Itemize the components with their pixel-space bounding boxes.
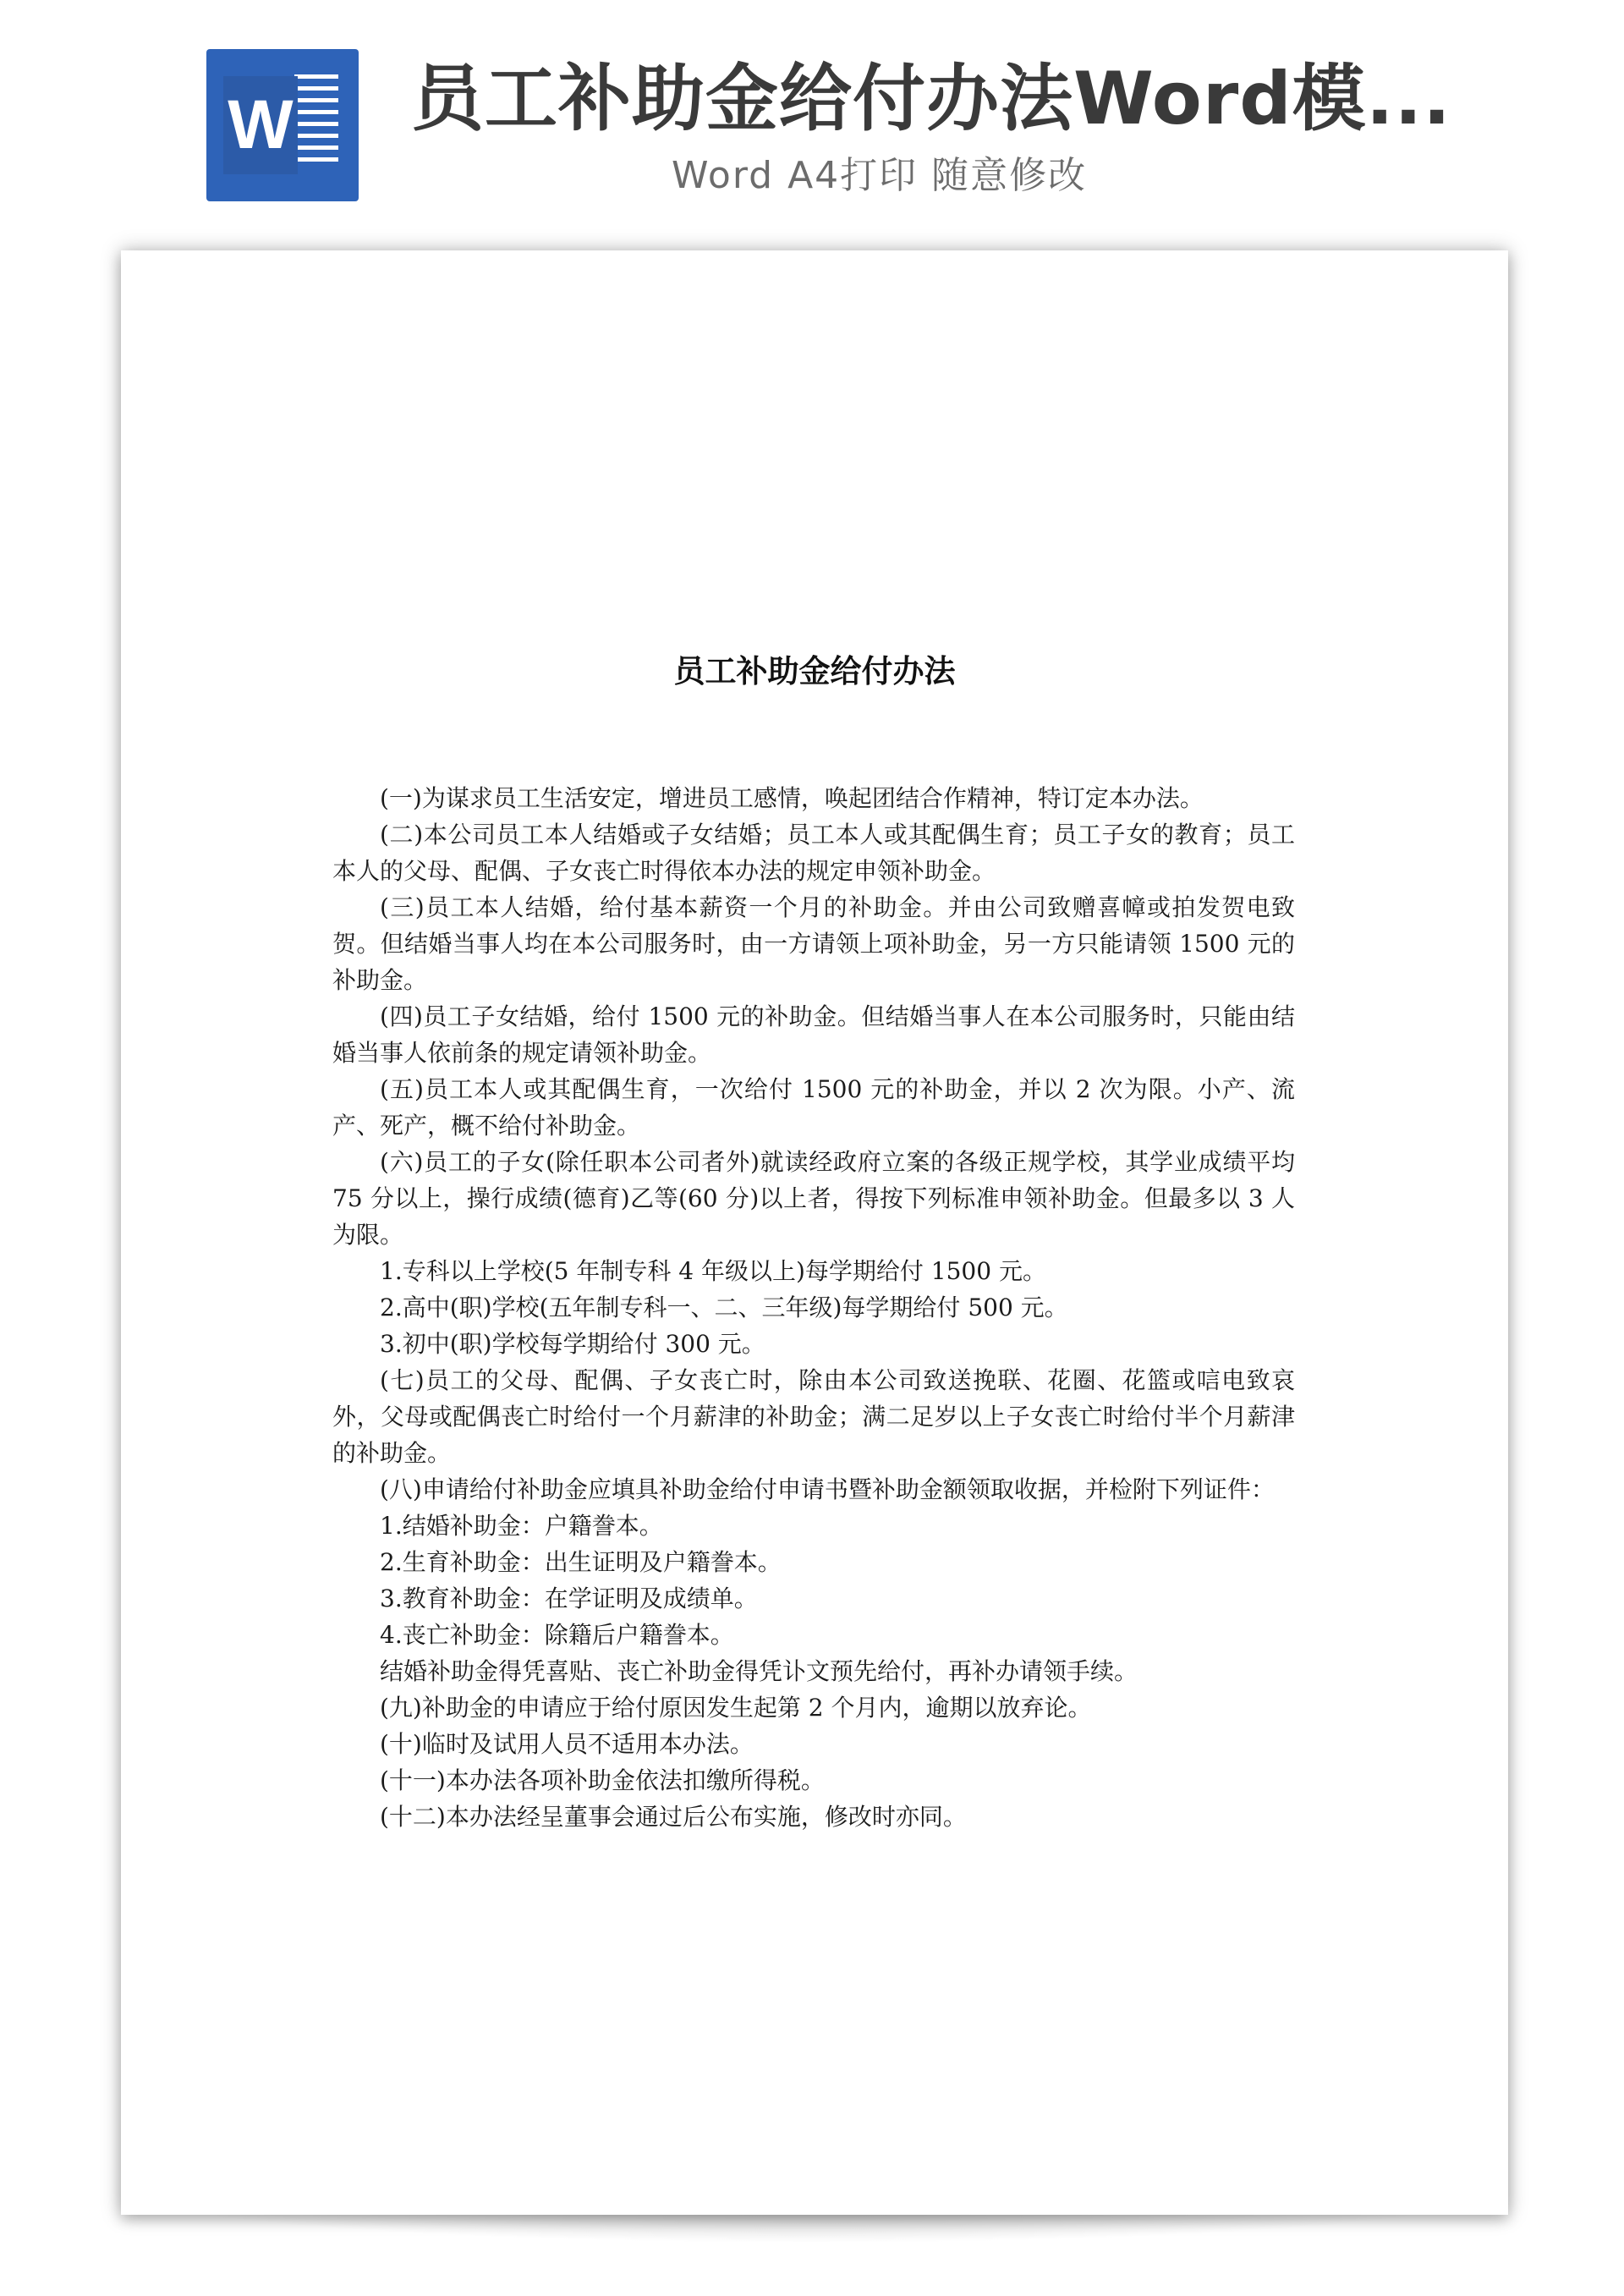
paragraph: 2.高中(职)学校(五年制专科一、二、三年级)每学期给付 500 元。 <box>380 1294 1068 1321</box>
word-icon <box>206 49 359 201</box>
paragraph: 1.专科以上学校(5 年制专科 4 年级以上)每学期给付 1500 元。 <box>380 1257 1046 1285</box>
paragraph: 结婚补助金得凭喜贴、丧亡补助金得凭讣文预先给付，再补办请领手续。 <box>380 1657 1138 1685</box>
paragraph: 1.结婚补助金：户籍誊本。 <box>380 1512 663 1540</box>
paragraph: (十二)本办法经呈董事会通过后公布实施，修改时亦同。 <box>380 1803 967 1831</box>
paragraph: 3.初中(职)学校每学期给付 300 元。 <box>380 1330 765 1358</box>
paragraph: 4.丧亡补助金：除籍后户籍誊本。 <box>380 1621 734 1649</box>
paragraph: 3.教育补助金：在学证明及成绩单。 <box>380 1585 758 1612</box>
page-subtitle: Word A4打印 随意修改 <box>672 154 1088 197</box>
paragraph: (十一)本办法各项补助金依法扣缴所得税。 <box>380 1766 825 1794</box>
document-lines-decoration <box>294 74 338 169</box>
paragraph: (十)临时及试用人员不适用本办法。 <box>380 1730 754 1758</box>
paragraph: (二)本公司员工本人结婚或子女结婚；员工本人或其配偶生育；员工子女的教育；员工本人的父母、配偶、子女丧亡时得依本办法的规定申领补助金。 <box>332 821 1295 885</box>
paragraph: 2.生育补助金：出生证明及户籍誊本。 <box>380 1548 782 1576</box>
document-page <box>121 250 1508 2215</box>
paragraph: (七)员工的父母、配偶、子女丧亡时，除由本公司致送挽联、花圈、花篮或唁电致哀外，父母或配偶丧亡时给付一个月薪津的补助金；满二足岁以上子女丧亡时给付半个月薪津的补助金。 <box>332 1366 1295 1467</box>
paragraph: (九)补助金的申请应于给付原因发生起第 2 个月内，逾期以放弃论。 <box>380 1694 1092 1722</box>
document-body <box>332 780 1295 1835</box>
document-title: 员工补助金给付办法 <box>673 653 956 689</box>
paragraph: (八)申请给付补助金应填具补助金给付申请书暨补助金额领取收据，并检附下列证件： <box>380 1475 1275 1503</box>
paragraph: (四)员工子女结婚，给付 1500 元的补助金。但结婚当事人在本公司服务时，只能由结婚当事人依前条的规定请领补助金。 <box>332 1002 1295 1067</box>
paragraph: (六)员工的子女(除任职本公司者外)就读经政府立案的各级正规学校，其学业成绩平均 75 分以上，操行成绩(德育)乙等(60 分)以上者，得按下列标准申领补助金。但最多以 3 人为限。 <box>332 1148 1295 1249</box>
paragraph: (三)员工本人结婚，给付基本薪资一个月的补助金。并由公司致赠喜幛或拍发贺电致贺。但结婚当事人均在本公司服务时，由一方请领上项补助金，另一方只能请领 1500 元的补助金。 <box>332 893 1295 994</box>
page-title: 员工补助金给付办法Word模... <box>411 57 1451 141</box>
word-icon-letter: W <box>228 86 294 163</box>
paragraph: (五)员工本人或其配偶生育，一次给付 1500 元的补助金，并以 2 次为限。小产、流产、死产，概不给付补助金。 <box>332 1075 1295 1140</box>
preview-header <box>0 0 1624 220</box>
paragraph: (一)为谋求员工生活安定，增进员工感情，唤起团结合作精神，特订定本办法。 <box>380 784 1204 812</box>
